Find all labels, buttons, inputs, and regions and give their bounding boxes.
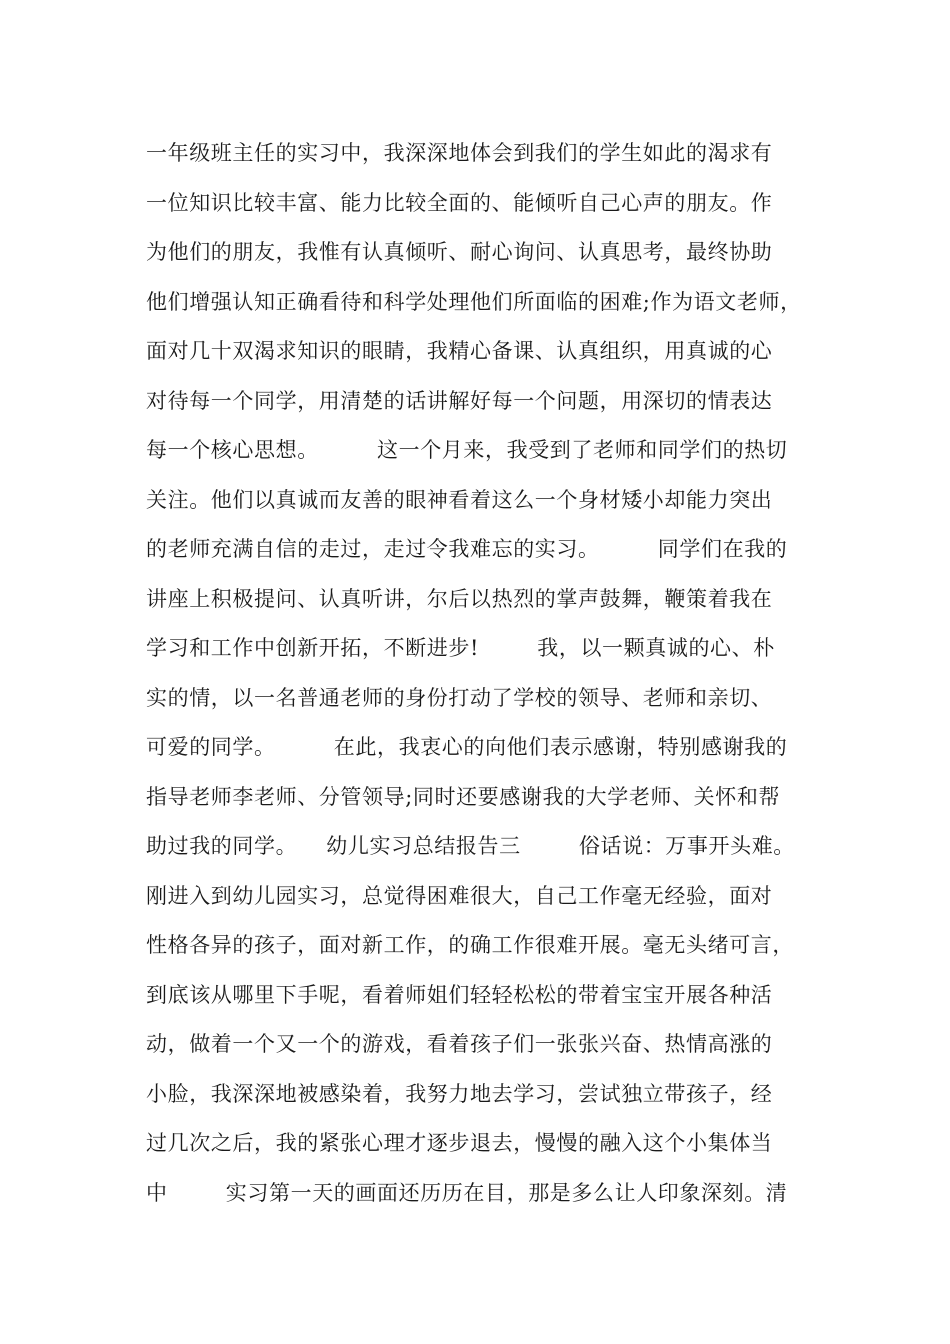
text-line: 动，做着一个又一个的游戏，看着孩子们一张张兴奋、热情高涨的 xyxy=(146,1032,773,1056)
text-line: 过几次之后，我的紧张心理才逐步退去，慢慢的融入这个小集体当 xyxy=(146,1131,773,1155)
text-line: 实的情，以一名普通老师的身份打动了学校的领导、老师和亲切、 xyxy=(146,685,773,710)
text-line: 刚进入到幼儿园实习，总觉得困难很大，自己工作毫无经验，面对 xyxy=(146,883,773,908)
text-line: 一年级班主任的实习中，我深深地体会到我们的学生如此的渴求有 xyxy=(146,141,773,165)
body-text xyxy=(146,129,836,1218)
text-line: 关注。他们以真诚而友善的眼神看着这么一个身材矮小却能力突出 xyxy=(146,487,773,512)
text-line: 一位知识比较丰富、能力比较全面的、能倾听自己心声的朋友。作 xyxy=(146,190,773,215)
text-line: 的老师充满自信的走过，走过令我难忘的实习。 同学们在我的 xyxy=(146,537,788,561)
text-line: 性格各异的孩子，面对新工作，的确工作很难开展。毫无头绪可言， xyxy=(146,933,794,957)
text-line: 讲座上积极提问、认真听讲，尔后以热烈的掌声鼓舞，鞭策着我在 xyxy=(146,586,773,611)
text-line: 可爱的同学。 在此，我衷心的向他们表示感谢，特别感谢我的 xyxy=(146,735,788,759)
text-line: 到底该从哪里下手呢，看着师姐们轻轻松松的带着宝宝开展各种活 xyxy=(146,982,773,1007)
text-line: 指导老师李老师、分管领导;同时还要感谢我的大学老师、关怀和帮 xyxy=(146,784,781,809)
text-line: 面对几十双渴求知识的眼睛，我精心备课、认真组织，用真诚的心 xyxy=(146,339,773,363)
text-line: 助过我的同学。 幼儿实习总结报告三 俗话说：万事开头难。 xyxy=(146,834,795,858)
text-line: 他们增强认知正确看待和科学处理他们所面临的困难;作为语文老师， xyxy=(146,289,802,314)
text-line: 学习和工作中创新开拓，不断进步! 我，以一颗真诚的心、朴 xyxy=(146,636,775,660)
text-line: 为他们的朋友，我惟有认真倾听、耐心询问、认真思考，最终协助 xyxy=(146,240,773,264)
text-line: 中 实习第一天的画面还历历在目，那是多么让人印象深刻。清 xyxy=(146,1180,788,1205)
text-line: 小脸，我深深地被感染着，我努力地去学习，尝试独立带孩子，经 xyxy=(146,1081,773,1106)
text-line: 每一个核心思想。 这一个月来，我受到了老师和同学们的热切 xyxy=(146,438,788,462)
text-line: 对待每一个同学，用清楚的话讲解好每一个问题，用深切的情表达 xyxy=(146,388,773,413)
